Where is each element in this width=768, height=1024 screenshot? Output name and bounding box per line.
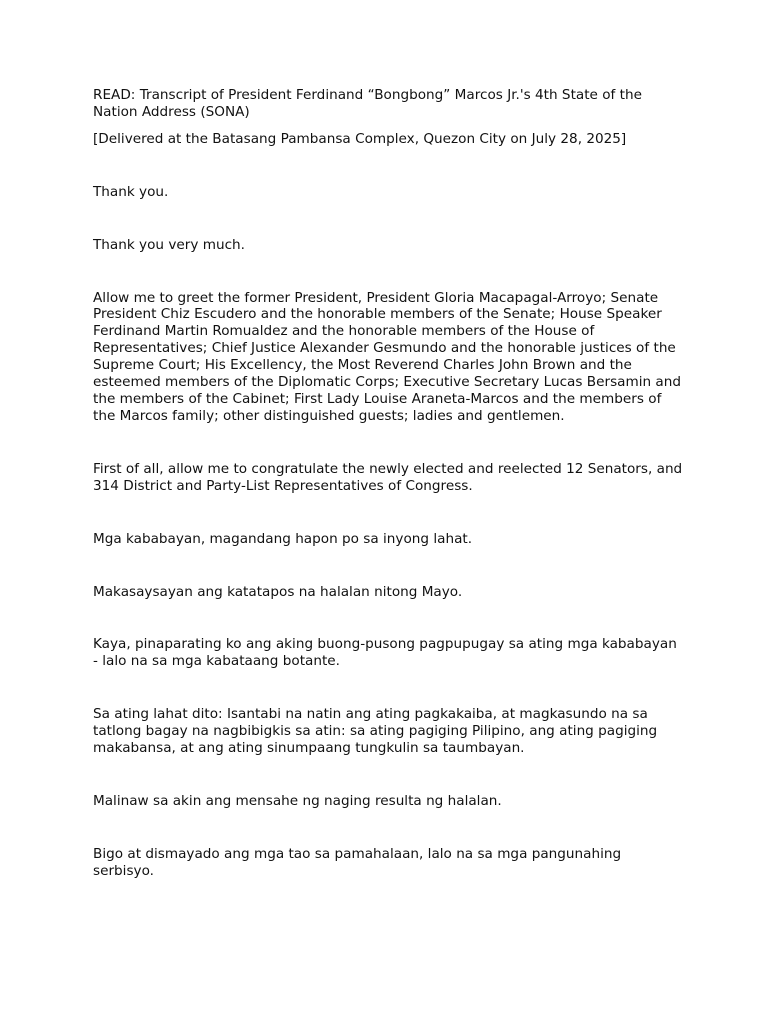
paragraph: Sa ating lahat dito: Isantabi na natin ang ating pagkakaiba, at magkasundo na sa tatlong bagay na nagbibigkis sa atin: sa ating pagiging Pilipino, ang ating pagiging makabansa, at ang ating sinumpaang tungkulin sa taumbayan. bbox=[93, 706, 658, 757]
document-page bbox=[93, 87, 683, 916]
paragraph: Thank you very much. bbox=[93, 236, 245, 253]
paragraph: Bigo at dismayado ang mga tao sa pamahalaan, lalo na sa mga pangunahing serbisyo. bbox=[93, 845, 622, 879]
paragraph: Makasaysayan ang katatapos na halalan nitong Mayo. bbox=[93, 583, 463, 600]
paragraph: Malinaw sa akin ang mensahe ng naging resulta ng halalan. bbox=[93, 792, 502, 809]
document-title: READ: Transcript of President Ferdinand “Bongbong” Marcos Jr.'s 4th State of the Nation Address (SONA) bbox=[93, 87, 642, 120]
paragraph: Allow me to greet the former President, President Gloria Macapagal-Arroyo; Senate President Chiz Escudero and the honorable members of the Senate; House Speaker Ferdinand Martin Romualdez and the honorable members of the House of Representatives; Chief Justice Alexander Gesmundo and the honorable justices of the Supreme Court; His Excellency, the Most Reverend Charles John Brown and the esteemed members of the Diplomatic Corps; Executive Secretary Lucas Bersamin and the members of the Cabinet; First Lady Louise Araneta-Marcos and the members of the Marcos family; other distinguished guests; ladies and gentlemen. bbox=[93, 289, 682, 424]
paragraph: Mga kababayan, magandang hapon po sa inyong lahat. bbox=[93, 530, 473, 547]
paragraph: Kaya, pinaparating ko ang aking buong-pusong pagpupugay sa ating mga kababayan - lalo na sa mga kabataang botante. bbox=[93, 636, 677, 670]
paragraph: Thank you. bbox=[93, 183, 169, 200]
delivery-note: [Delivered at the Batasang Pambansa Complex, Quezon City on July 28, 2025] bbox=[93, 130, 627, 147]
paragraph: First of all, allow me to congratulate the newly elected and reelected 12 Senators, and 314 District and Party-List Representatives of Congress. bbox=[93, 460, 683, 494]
